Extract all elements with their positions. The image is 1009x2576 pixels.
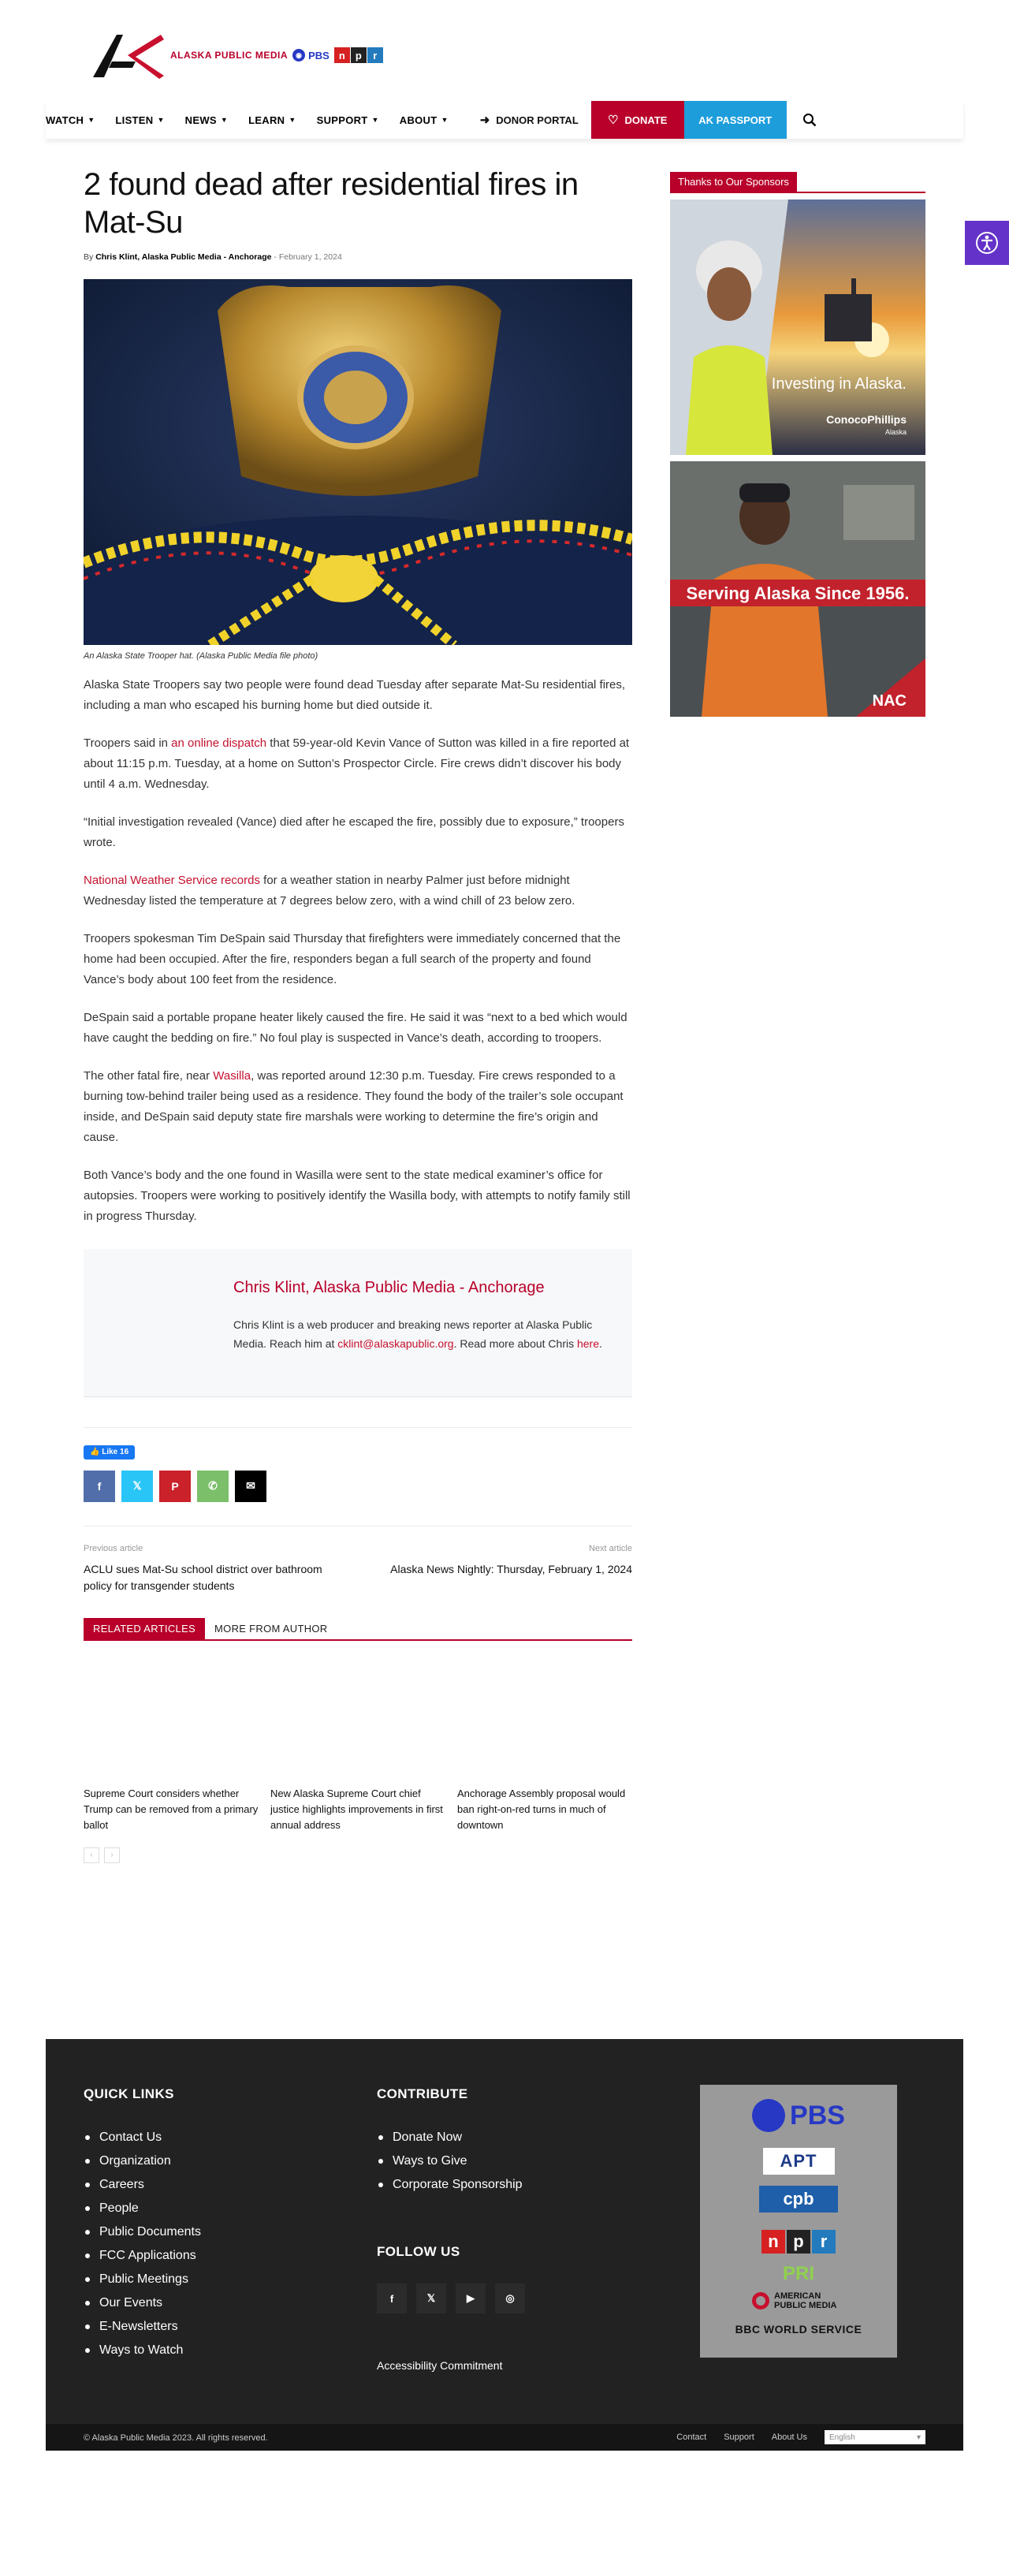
social-links [377,2283,525,2313]
chevron-down-icon: ▼ [87,116,95,124]
related-pager [84,1847,632,1863]
svg-text:Investing in Alaska.: Investing in Alaska. [771,375,907,393]
language-select[interactable] [825,2430,925,2444]
next-article [380,1544,632,1594]
nav-label: LISTEN [115,114,154,126]
author-here-link[interactable]: here [576,1337,600,1350]
partner-logos [700,2085,897,2358]
x-icon[interactable]: 𝕏 [416,2283,446,2313]
footer-link[interactable]: Public Meetings [84,2268,201,2291]
ak-logo-icon [88,32,167,79]
quick-links [84,2086,201,2362]
bottom-link-contact[interactable]: Contact [676,2432,707,2442]
footer-link[interactable]: Ways to Give [377,2149,525,2173]
bbc-partner-logo [700,2323,897,2337]
nav-learn[interactable] [248,101,306,139]
previous-article [84,1544,336,1594]
previous-label: Previous article [84,1543,143,1553]
related-articles [84,1618,632,1863]
bbc-text: BBC WORLD SERVICE [735,2323,862,2336]
chevron-right-icon[interactable]: › [104,1847,120,1863]
nws-records-link[interactable]: National Weather Service records [84,874,260,887]
pbs-logo [292,49,330,62]
nav-label: ABOUT [399,114,437,126]
npr-logo [334,47,383,63]
contribute [377,2086,525,2372]
author-name-link[interactable]: Chris Klint, Alaska Public Media - Anchorage [233,1279,545,1296]
related-title: Anchorage Assembly proposal would ban right-on-red turns in much of downtown [457,1787,626,1831]
npr-r: r [812,2230,836,2254]
apm-partner-logo [700,2291,897,2313]
apm-text: AMERICAN PUBLIC MEDIA [774,2291,837,2310]
related-title: New Alaska Supreme Court chief justice highlights improvements in first annual address [270,1787,443,1831]
language-value: English [829,2432,855,2442]
accessibility-icon [975,231,999,255]
conocophillips-ad[interactable] [670,199,925,455]
svg-text:ConocoPhillips: ConocoPhillips [826,413,907,426]
sign-in-icon: ➜ [479,114,490,127]
donor-portal-link[interactable] [480,113,579,127]
chevron-down-icon: ▼ [289,116,296,124]
donor-portal-label: DONOR PORTAL [496,114,579,126]
facebook-share-icon[interactable]: f [84,1471,115,1502]
nav-label: WATCH [46,114,84,126]
apt-text: APT [763,2148,835,2175]
nav-about[interactable] [400,101,458,139]
author-bio [233,1315,612,1353]
footer-link[interactable]: People [84,2197,201,2220]
footer-link[interactable]: Public Documents [84,2220,201,2244]
email-share-icon[interactable]: ✉ [235,1471,266,1502]
author-box [84,1249,632,1397]
passport-label: AK PASSPORT [698,114,773,126]
article-body [84,675,632,1227]
nac-ad-graphic [670,461,925,717]
main-nav [46,101,963,139]
text: Chris Klint is a web producer and breaking news reporter at Alaska Public Media. Reach him at [233,1318,593,1350]
copyright-bar [46,2424,963,2451]
x-share-icon[interactable]: 𝕏 [121,1471,153,1502]
footer-link[interactable]: Our Events [84,2291,201,2315]
nav-watch[interactable] [46,101,104,139]
sidebar [670,172,925,717]
copyright-text: © Alaska Public Media 2023. All rights reserved. [84,2433,268,2443]
chevron-down-icon: ▼ [157,116,165,124]
svg-text:Alaska: Alaska [884,428,907,436]
chevron-down-icon: ▼ [371,116,379,124]
like-label: Like 16 [102,1448,129,1456]
image-caption: An Alaska State Trooper hat. (Alaska Public Media file photo) [84,651,318,661]
previous-article-link[interactable]: ACLU sues Mat-Su school district over bathroom policy for transgender students [84,1562,322,1592]
footer-link[interactable]: Ways to Watch [84,2339,201,2362]
youtube-icon[interactable]: ▶ [456,2283,486,2313]
donate-label: DONATE [624,114,668,126]
related-card[interactable] [270,1661,445,1833]
text: for a weather station in nearby Palmer just before midnight Wednesday listed the temperature at 7 degrees below zero, with a wind chill of 23 below zero. [84,874,575,908]
byline-author[interactable]: Chris Klint, Alaska Public Media - Anchorage [95,252,272,262]
pbs-head-icon: ◉ [292,49,305,62]
ak-passport-button[interactable] [684,101,787,139]
donate-button[interactable] [591,101,684,139]
follow-us-heading: FOLLOW US [377,2244,460,2259]
related-cards [84,1661,632,1833]
text: that 59-year-old Kevin Vance of Sutton was killed in a fire reported at about 11:15 p.m. Tuesday, at a home on Sutton’s Prospector Circle. Fire crews didn’t discover his body until 4 a.m. Wednesday. [84,736,630,791]
wasilla-link[interactable]: Wasilla [213,1069,251,1083]
nav-listen[interactable] [115,101,173,139]
contribute-heading: CONTRIBUTE [377,2086,468,2101]
paragraph [84,1066,632,1148]
npr-n: n [761,2230,785,2254]
trooper-hat-photo [84,279,632,645]
paragraph: “Initial investigation revealed (Vance) died after he escaped the fire, possibly due to exposure,” troopers wrote. [84,815,624,849]
chevron-down-icon: ▼ [220,116,229,124]
paragraph [84,733,632,795]
footer-link[interactable]: Careers [84,2173,201,2197]
nav-label: NEWS [184,114,217,126]
pbs-partner-logo [700,2099,897,2136]
author-email-link[interactable]: cklint@alaskapublic.org [337,1337,454,1350]
site-footer [46,2039,963,2424]
bottom-link-support[interactable]: Support [724,2432,754,2442]
footer-link[interactable]: Organization [84,2149,201,2173]
pbs-text: PBS [790,2100,845,2131]
paragraph [84,870,632,911]
article [84,166,632,1863]
paragraph: DeSpain said a portable propane heater likely caused the fire. He said it was “next to a bed which would have caught the bedding on fire.” No foul play is suspected in Vance’s death, according to troopers. [84,1011,627,1045]
tab-more-from-author[interactable]: MORE FROM AUTHOR [214,1622,328,1635]
svg-text:Serving Alaska Since 1956.: Serving Alaska Since 1956. [686,583,910,603]
bottom-links [676,2430,925,2444]
svg-text:NAC: NAC [872,692,907,710]
byline-by: By [84,252,94,262]
related-thumbnail [270,1661,445,1780]
paragraph: Troopers spokesman Tim DeSpain said Thursday that firefighters were immediately concerned that the home had been occupied. After the fire, responders began a full search of the property and found Vance’s body about 100 feet from the residence. [84,932,621,986]
facebook-icon[interactable]: f [377,2283,407,2313]
apt-partner-logo [700,2148,897,2175]
search-icon[interactable] [801,111,818,129]
npr-partner-logo [700,2230,897,2254]
quick-links-list [84,2126,201,2362]
footer-link[interactable]: FCC Applications [84,2244,201,2268]
facebook-like-button[interactable] [84,1445,135,1459]
thumbs-up-icon: 👍 [90,1448,102,1456]
bottom-link-about[interactable]: About Us [771,2432,807,2442]
cpb-text: cpb [759,2186,837,2213]
share-buttons [84,1471,632,1502]
nav-support[interactable] [317,101,389,139]
share-area [84,1427,632,1502]
byline-separator: - [274,252,277,262]
accessibility-commitment-link[interactable]: Accessibility Commitment [377,2359,503,2372]
pbs-head-icon [752,2099,785,2132]
paragraph: Alaska State Troopers say two people were found dead Tuesday after separate Mat-Su residential fires, including a man who escaped his burning home but died outside it. [84,678,626,712]
nav-news[interactable] [185,101,237,139]
whatsapp-share-icon[interactable]: ✆ [197,1471,229,1502]
related-tabs [84,1618,632,1641]
text: , was reported around 12:30 p.m. Tuesday. Fire crews responded to a burning tow-behind trailer being used as a residence. They found the body of the trailer’s sole occupant inside, and DeSpain said deputy state fire marshals were working to determine the fire’s origin and cause. [84,1069,624,1144]
logo-wordmark: ALASKA PUBLIC MEDIA [170,50,289,61]
instagram-icon[interactable]: ◎ [495,2283,525,2313]
tab-related-articles[interactable]: RELATED ARTICLES [84,1618,205,1639]
site-logo[interactable] [88,32,383,79]
chevron-down-icon: ▼ [441,116,449,124]
site-header [0,0,1009,142]
apm-circle-icon [752,2292,769,2309]
text: The other fatal fire, near [84,1069,214,1083]
text: Troopers said in [84,736,172,750]
nav-label: LEARN [248,114,285,126]
next-label: Next article [588,1543,632,1553]
related-card[interactable] [84,1661,259,1833]
hero-image [84,279,632,645]
contribute-list [377,2126,525,2197]
byline [84,252,632,262]
related-card[interactable] [457,1661,632,1833]
related-thumbnail [84,1661,259,1780]
nac-ad[interactable] [670,461,925,717]
pinterest-share-icon[interactable]: P [159,1471,191,1502]
sponsors-heading: Thanks to Our Sponsors [670,172,797,192]
prev-next-nav [84,1526,632,1594]
quick-links-heading: QUICK LINKS [84,2086,174,2101]
online-dispatch-link[interactable]: an online dispatch [171,736,267,750]
pbs-text: PBS [308,49,330,62]
sponsors-heading-bar [670,172,925,193]
accessibility-toggle-button[interactable] [965,221,1009,265]
pri-partner-logo [700,2263,897,2285]
related-title: Supreme Court considers whether Trump can be removed from a primary ballot [84,1787,259,1831]
npr-n: n [334,47,350,63]
next-article-link[interactable]: Alaska News Nightly: Thursday, February 1, 2024 [390,1562,632,1575]
chevron-down-icon: ▾ [916,2432,921,2442]
cpb-partner-logo [700,2186,897,2213]
nav-label: SUPPORT [316,114,368,126]
article-title: 2 found dead after residential fires in Mat-Su [84,167,579,240]
npr-p: p [351,47,367,63]
footer-link[interactable]: Corporate Sponsorship [377,2173,525,2197]
related-thumbnail [457,1661,632,1780]
byline-date: February 1, 2024 [278,252,342,262]
chevron-left-icon[interactable]: ‹ [84,1847,99,1863]
footer-link[interactable]: Contact Us [84,2126,201,2149]
npr-p: p [787,2230,810,2254]
footer-link[interactable]: Donate Now [377,2126,525,2149]
conocophillips-ad-graphic [670,199,925,455]
heart-icon: ♡ [608,114,619,127]
npr-r: r [367,47,383,63]
paragraph: Both Vance’s body and the one found in Wasilla were sent to the state medical examiner’s office for autopsies. Troopers were working to positively identify the Wasilla body, with attempts to notify family still in progress Thursday. [84,1169,631,1223]
pri-text: PRI [782,2263,814,2284]
text: . [599,1337,602,1350]
footer-link[interactable]: E-Newsletters [84,2315,201,2339]
text: . Read more about Chris [453,1337,577,1350]
